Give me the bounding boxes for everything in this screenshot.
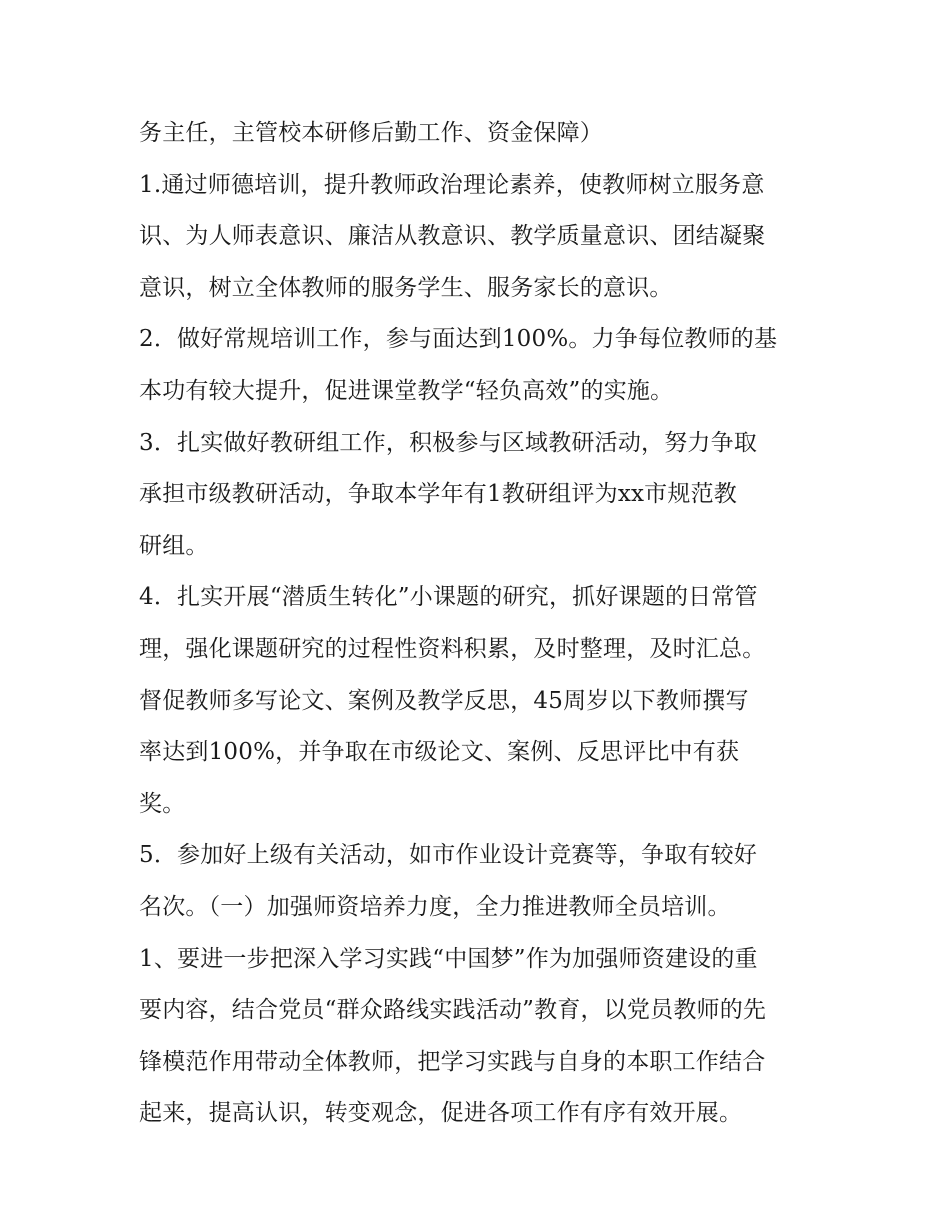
text-line: 理，强化课题研究的过程性资料积累，及时整理，及时汇总。 [139,635,766,662]
document-body [139,108,819,1140]
text-line: 务主任，主管校本研修后勤工作、资金保障） [139,120,603,146]
text-line: 率达到100%，并争取在市级论文、案例、反思评比中有获 [139,739,740,766]
text-line: 本功有较大提升，促进课堂教学“轻负高效”的实施。 [139,377,674,404]
text-line: 奖。 [139,790,186,817]
text-line: 5．参加好上级有关活动，如市作业设计竞赛等，争取有较好 [139,842,758,869]
text-line: 4．扎实开展“潜质生转化”小课题的研究，抓好课题的日常管 [139,584,758,611]
text-line: 起来，提高认识，转变观念，促进各项工作有序有效开展。 [139,1100,743,1127]
text-line: 3．扎实做好教研组工作，积极参与区域教研活动，努力争取 [139,429,758,456]
text-line: 识、为人师表意识、廉洁从教意识、教学质量意识、团结凝聚 [139,223,766,250]
text-line: 研组。 [139,532,209,559]
text-line: 督促教师多写论文、案例及教学反思，45周岁以下教师撰写 [139,687,749,714]
text-line: 要内容，结合党员“群众路线实践活动”教育，以党员教师的先 [139,997,767,1024]
text-line: 1、要进一步把深入学习实践“中国梦”作为加强师资建设的重 [139,945,758,972]
text-line: 承担市级教研活动，争取本学年有1教研组评为xx市规范教 [139,481,737,508]
text-line: 意识，树立全体教师的服务学生、服务家长的意识。 [139,274,673,301]
text-line: 2．做好常规培训工作，参与面达到100%。力争每位教师的基 [139,326,778,353]
text-line: 名次。（一）加强师资培养力度，全力推进教师全员培训。 [139,893,731,920]
text-line: 锋模范作用带动全体教师，把学习实践与自身的本职工作结合 [139,1048,766,1075]
text-line: 1.通过师德培训，提升教师政治理论素养，使教师树立服务意 [139,171,765,198]
